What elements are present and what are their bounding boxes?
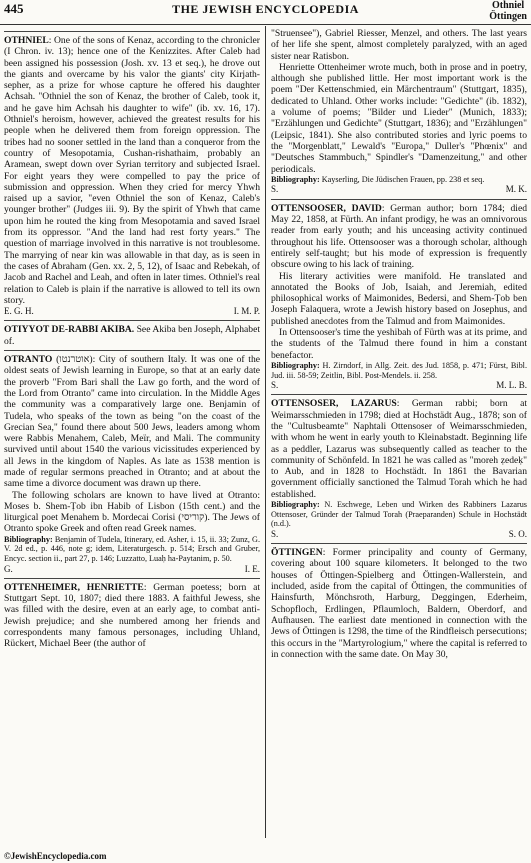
entry-separator [4,350,260,351]
bibliography-label: Bibliography: [271,500,320,510]
entry-ottensooser [271,203,527,271]
entry-signature [271,529,527,540]
cross-reference: See Akiba ben Joseph, Alphabet of. [4,324,260,347]
footer-credit: ©JewishEncyclopedia.com [4,851,107,861]
entry-text: : German poetess; born at Stuttgart Sept. 10, 1807; died there 1883. A faithful Jewess, she was filled with the desire, even at an early age, to combat anti-Jewish prejudice; and she numbered among her friends and correspondents many famous personages, including Uhland, Rückert, Michael Beer (the author of [4,581,260,650]
bibliography-label: Bibliography: [4,534,53,544]
entry-signature [271,184,527,195]
bibliography [271,361,527,380]
bibliography-text: H. Zirndorf, in Allg. Zeit. des Jud. 1858, p. 471; Fürst, Bibl. Jud. iii. 58-59; Zeitlin, Bibl. Post-Mendels. ii. 258. [271,360,527,380]
right-column [271,28,527,660]
signature-initials: G. [4,563,13,574]
signature-author: M. L. B. [496,380,527,391]
bibliography [271,175,527,185]
entry-ottenheimer [4,582,260,650]
entry-paragraph: The following scholars are known to have lived at Otranto: Moses b. Shem-Ṭob ibn Habib of Lisbon (15th cent.) and the liturgical poet Menahem b. Mordecai Corisi (קוריסי). The Jews of Otranto spoke Greek and often read Greek names. [4,489,260,535]
entry-text: : German author; born 1784; died May 22, 1858, at Fürth. An infant prodigy, he was an omnivorous reader from early youth; and his unceasing activity continued throughout his life. Ottensooser was a thorough scholar, although entirely self-taught; but his mode of expression is frequently obscure owing to his lack of training. [271,202,527,271]
entry-ottingen [271,547,527,660]
bibliography [4,535,260,564]
running-headword-first: Othniel [491,0,525,11]
running-headwords [489,0,527,22]
entry-paragraph: Henriette Ottenheimer wrote much, both in prose and in poetry, although she published little. Her most important work is the poem "Der Kettenschmied, ein Märchentraum" (Stuttgart, 1835), dedicated to Uhland. Other works include: "Gedichte" (ib. 1832), a volume of poems; "Bilder und Lieder" (Munich, 1833); "Erzählungen und Gedichte" (Stuttgart, 1836); and "Erzählungen" (Leipsic, 1841). She also contributed stories and lyric poems to the "Morgenblatt," Lewald's "Europa," Duller's "Phœnix" and "Deutsches Stammbuch," Spindler's "Damenzeitung," and other periodicals. [271,61,527,175]
entry-text: : German rabbi; born at Weimarsschmieden in 1798; died at Hochstädt Aug., 1878; son of the "Cultusbeamte" Naphtali Ottensoser of Weimarsschmieden, with whom he went in early youth to Kleinabstadt. Beginning life as a peddler, Lazarus was subsequently called as teacher to the community of Schönfeld. In 1821 he was called as "moreh ẓedeḳ" to Aub, and in 1828 to Hochstädt. In 1861 the Bavarian government officially sanctioned the Talmud Torah which he had established. [271,398,527,500]
entry-separator [4,578,260,579]
signature-author: I. M. P. [233,306,260,317]
signature-author: M. K. [505,184,527,195]
headword-otranto: OTRANTO [4,354,53,366]
headword-ottensooser: OTTENSOOSER, DAVID [271,202,382,214]
entry-signature [4,564,260,575]
running-headword-last: Öttingen [489,11,527,22]
left-column [4,28,260,650]
hebrew-name: (אוטרנטו) [56,354,93,366]
entry-separator [271,199,527,200]
signature-initials: S. [271,528,279,539]
entry-continuation: "Struensee"), Gabriel Riesser, Menzel, and others. The last years of her life she spent, almost completely paralyzed, with an aged sister near Ratisbon. [271,28,527,62]
bibliography-label: Bibliography: [271,174,320,184]
entry-othniel [4,35,260,306]
entry-separator [4,320,260,321]
signature-author: S. O. [508,528,527,539]
bibliography [271,500,527,529]
entry-signature [4,306,260,317]
page-number: 445 [4,1,24,16]
headword-ottensoser: OTTENSOSER, LAZARUS [271,398,397,410]
headword-ottingen: ÖTTINGEN [271,547,323,559]
signature-initials: S. [271,380,279,391]
entry-signature [271,380,527,391]
headword-otiyyot: OTIYYOT DE-RABBI AKIBA. [4,324,135,336]
entry-separator [271,394,527,395]
page-header [0,0,531,25]
entry-separator [271,543,527,544]
entry-otiyyot [4,324,260,347]
running-title: THE JEWISH ENCYCLOPEDIA [172,2,359,16]
entry-ottensoser [271,398,527,500]
entry-paragraph: In Ottensooser's time the yeshibah of Fürth was at its prime, and the students of the Talmud there found in him a constant benefactor. [271,327,527,361]
signature-initials: E. G. H. [4,306,34,317]
bibliography-label: Bibliography: [271,360,320,370]
bibliography-text: Benjamin of Tudela, Itinerary, ed. Asher, i. 15, ii. 33; Zunz, G. V. 2d ed., p. 446, note g; idem, Literaturgesch. p. 514; Ersch and Gruber, Encyc. section ii., part 27, p. 146; Luzzatto, Luaḥ ha-Paytanim, p. 50. [4,534,260,563]
bibliography-text: N. Eschwege, Leben und Wirken des Rabbiners Lazarus Ottensoser, Gründer der Talmud Torah (Praeparanden) Schule in Hochstädt (n.d.). [271,500,527,529]
bibliography-text: Kayserling, Die Jüdischen Frauen, pp. 238 et seq. [319,174,485,184]
entry-separator [4,31,260,32]
headword-ottenheimer: OTTENHEIMER, HENRIETTE [4,581,144,593]
signature-author: I. E. [244,563,260,574]
entry-text: : One of the sons of Kenaz, according to the chronicler (I Chron. iv. 13); hence one of the Kenizzites. After Caleb had been assigned his possession (Josh. xv. 13 et seq.), he drove out the giants and overcame by his valor the giants' city Kirjath-sepher, as a prize for whose capture he offered his daughter Achsah. "Othniel the son of Kenaz, the brother of Caleb, took it, and he gave him Achsah his daughter to wife" (ib. xv. 16, 17). Othniel's heroism, however, achieved the greatest results for his people when he delivered them from foreign oppression. The tribes had no sooner settled in the land than a conqueror from the country of Mesopotamia, Cushan-rishathaim, probably an Aramean, swept down over Syrian territory and subjected Israel. For eight years they were compelled to pay the price of submission and oppression. When they cried for mercy Yhwh raised up a savior, "even Othniel the son of Kenaz, Caleb's younger brother" (Judges iii. 9). By the spirit of Yhwh that came upon him he routed the king from Mesopotamia and saved Israel from its oppressor. "And the land had rest forty years." The question of marriage involved in this narrative is not troublesome. The marrying of near kin was allowable in that day, as is seen in the cases of Abraham (Gen. xx. 2, 5, 12), of Isaac and Rebekah, of Jacob and Rachel and Leah, and often in later times. Othniel's real relation to Caleb is plain if the narrative is allowed to tell its own story. [4,35,260,306]
entry-paragraph: His literary activities were manifold. He translated and annotated the Books of Job, Isaiah, and Jeremiah, edited philosophical works of Maimonides, Bedersi, and Shem-Ṭob ben Joseph Falaquera, wrote a Jewish history based on Josephus, and published anecdotes from the Talmud and from Maimonides. [271,270,527,327]
entry-otranto [4,354,260,490]
entry-text: : City of southern Italy. It was one of the oldest seats of Jewish learning in Europe, so that at an early date the proverb "From Bari shall the Law go forth, and the word of the Lord from Otranto" came into circulation. In the Middle Ages the community was a comparatively large one. Benjamin of Tudela, who speaks of the town as being "on the coast of the Grecian Sea," found there about 500 Jews, leaders among whom were Rabbis Menahem, Caleb, Meïr, and Mali. The community survived until about 1540 the various vicissitudes experienced by all Jews in the kingdom of Naples. As late as 1538 mention is made of regular sermons preached in Otranto; and at about the same time a divorce document was drawn up there. [4,354,260,490]
column-divider [265,26,266,838]
signature-initials: S. [271,184,279,195]
entry-text: : Former principality and county of Germany, covering about 100 square kilometers. It belonged to the two houses of Öttingen-Spielberg and Öttingen-Wallerstein, and included, aside from the capital of Öttingen, the communities of Hainsfurth, Mönchsroth, Harburg, Deggingen, Ederheim, Schopfloch, Erdlingen, Pflaumloch, Baldern, Oberdorf, and Aufhausen. The earliest date mentioned in connection with the Jews of Öttingen is 1298, the time of the Rindfleisch persecutions; this occurs in the "Martyrologium," where the capital is referred to in connection with the same date. On May 30, [271,547,527,660]
headword-othniel: OTHNIEL [4,35,49,46]
